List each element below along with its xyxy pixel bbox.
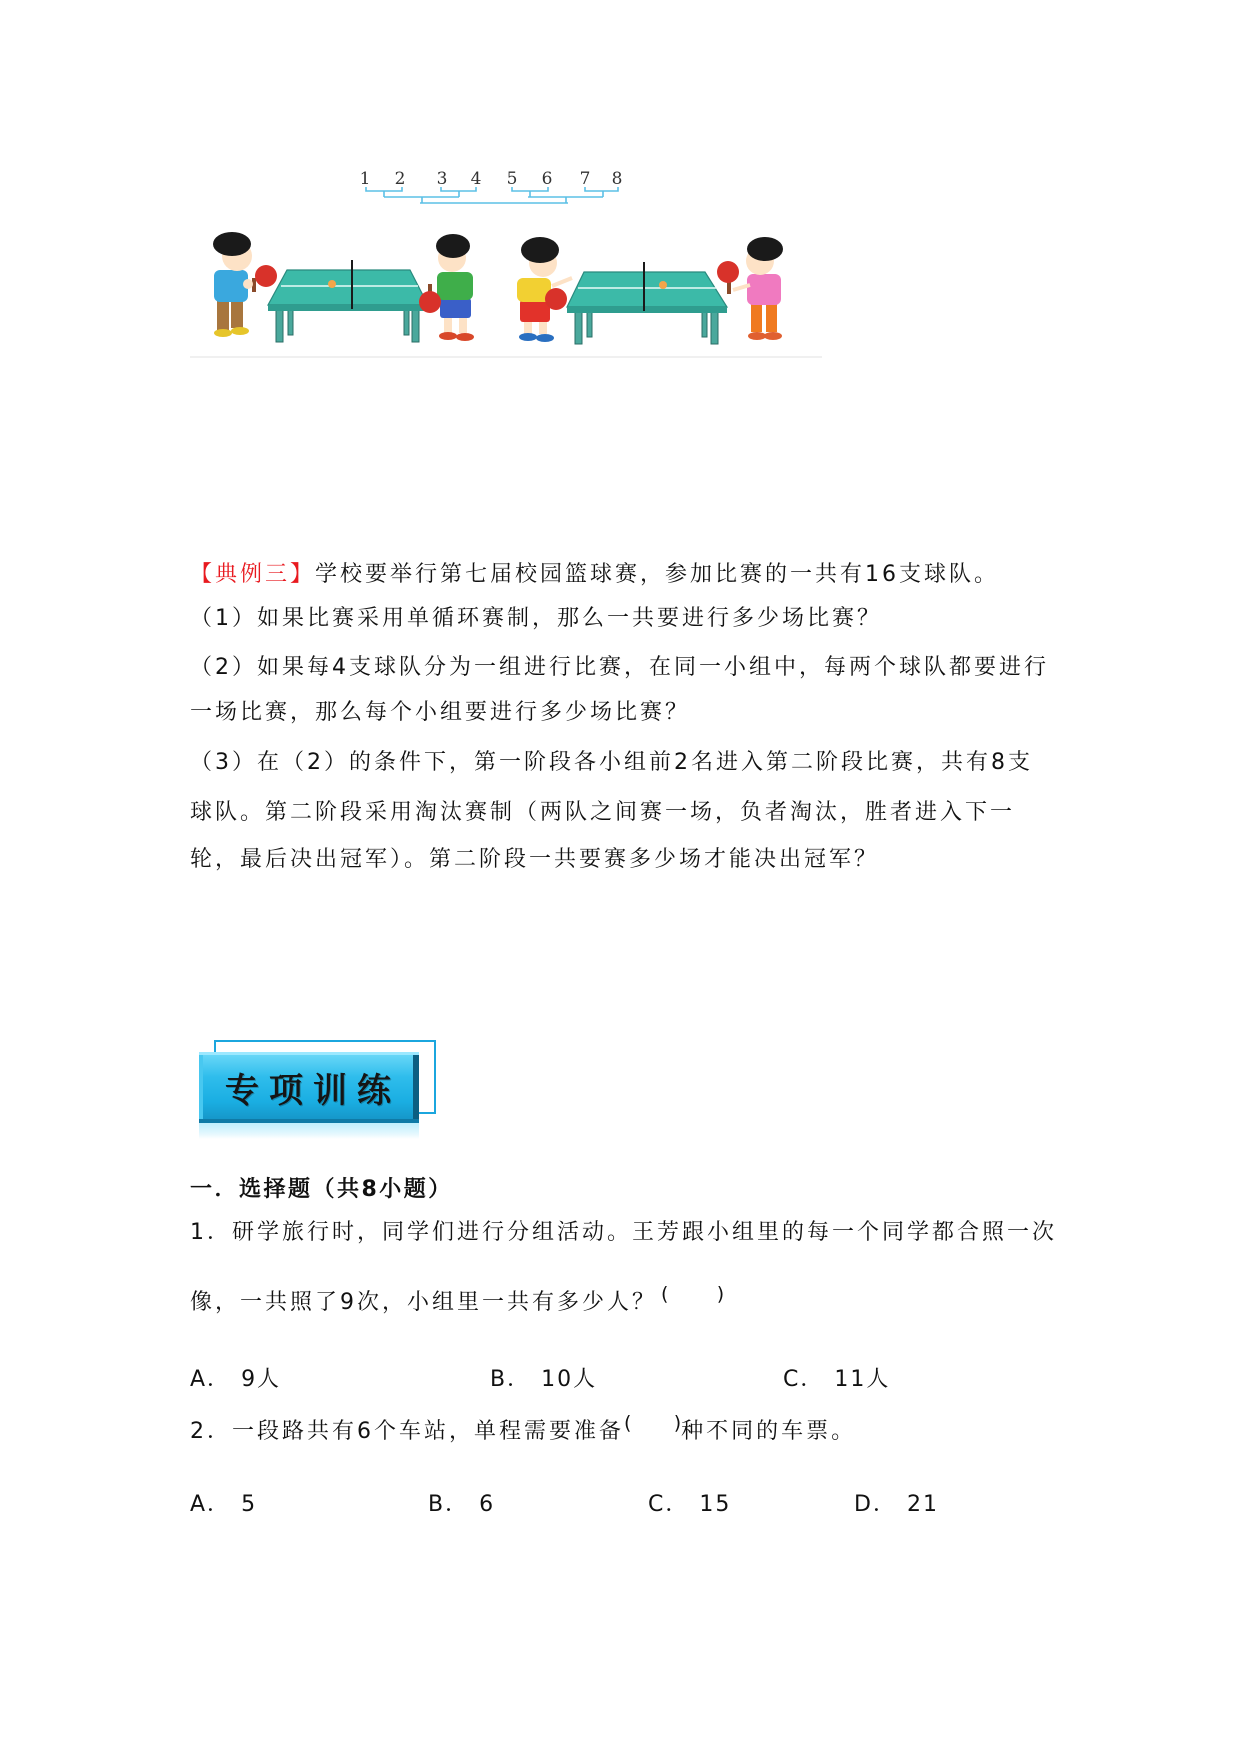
option-text: 9人 — [241, 1367, 282, 1392]
option-key: B． — [490, 1367, 532, 1392]
example-question-2: （2）如果每4支球队分为一组进行比赛，在同一小组中，每两个球队都要进行 — [190, 655, 1049, 680]
question-1-line-2 — [190, 1283, 725, 1318]
option-text: 11人 — [834, 1367, 891, 1392]
bracket-number: 4 — [470, 169, 482, 189]
example-question-3-cont: 球队。第二阶段采用淘汰赛制（两队之间赛一场，负者淘汰，胜者进入下一 — [190, 800, 1016, 825]
option-key: A． — [190, 1367, 232, 1392]
question-2-option-c[interactable] — [648, 1490, 731, 1520]
question-number: 1． — [190, 1220, 232, 1245]
question-number: 2． — [190, 1419, 232, 1444]
bracket-number: 1 — [359, 169, 371, 189]
example-intro-line — [190, 560, 999, 590]
bracket-lines — [366, 187, 618, 203]
option-key: A． — [190, 1492, 232, 1517]
question-1-line-1 — [190, 1218, 1057, 1248]
question-1-option-a[interactable] — [190, 1365, 281, 1395]
question-1-option-b[interactable] — [490, 1365, 597, 1395]
question-text: 研学旅行时，同学们进行分组活动。王芳跟小组里的每一个同学都合照一次 — [232, 1220, 1058, 1245]
example-question-2-cont: 一场比赛，那么每个小组要进行多少场比赛？ — [190, 700, 691, 725]
question-2-option-d[interactable] — [854, 1490, 939, 1520]
bracket-number: 3 — [436, 169, 448, 189]
player-pink-shirt — [717, 237, 783, 340]
example-intro-text: 学校要举行第七届校园篮球赛，参加比赛的一共有16支球队。 — [315, 562, 1000, 587]
option-text: 5 — [241, 1492, 258, 1517]
example-question-3: （3）在（2）的条件下，第一阶段各小组前2名进入第二阶段比赛，共有8支 — [190, 750, 1033, 775]
example-question-3-cont2: 轮，最后决出冠军）。第二阶段一共要赛多少场才能决出冠军？ — [190, 847, 880, 872]
bracket-number: 6 — [541, 169, 553, 189]
player-yellow-shirt — [517, 237, 572, 342]
question-2-option-a[interactable] — [190, 1490, 257, 1520]
example-question-1: （1）如果比赛采用单循环赛制，那么一共要进行多少场比赛？ — [190, 606, 882, 631]
player-green-shirt — [419, 234, 474, 341]
option-key: D． — [854, 1492, 897, 1517]
question-text: 像，一共照了9次，小组里一共有多少人？ — [190, 1290, 657, 1315]
ping-pong-table-right — [567, 262, 727, 344]
option-text: 21 — [906, 1492, 939, 1517]
banner-title: 专项训练 — [225, 1071, 401, 1111]
answer-blank[interactable]: ( ) — [624, 1412, 682, 1434]
question-1-option-c[interactable] — [783, 1365, 890, 1395]
bracket-numbers — [360, 169, 623, 189]
option-text: 15 — [699, 1492, 732, 1517]
option-text: 6 — [479, 1492, 496, 1517]
option-key: B． — [428, 1492, 470, 1517]
option-text: 10人 — [541, 1367, 598, 1392]
section-heading: 一．选择题（共8小题） — [190, 1177, 453, 1202]
example-label: 【典例三】 — [190, 562, 316, 587]
question-2-option-b[interactable] — [428, 1490, 495, 1520]
section-banner — [199, 1052, 419, 1123]
question-2-line — [190, 1412, 857, 1447]
bracket-number: 7 — [579, 169, 591, 189]
bracket-number: 5 — [506, 169, 518, 189]
answer-blank[interactable]: ( ) — [661, 1283, 725, 1305]
banner-reflection — [199, 1123, 419, 1139]
question-text: 一段路共有6个车站，单程需要准备 — [232, 1419, 624, 1444]
option-key: C． — [648, 1492, 690, 1517]
bracket-number: 2 — [394, 169, 406, 189]
ping-pong-table-left — [268, 260, 428, 342]
option-key: C． — [783, 1367, 825, 1392]
table-tennis-illustration — [180, 140, 840, 370]
bracket-number: 8 — [611, 169, 623, 189]
player-blue-shirt — [213, 232, 277, 337]
question-text-after: 种不同的车票。 — [681, 1419, 857, 1444]
